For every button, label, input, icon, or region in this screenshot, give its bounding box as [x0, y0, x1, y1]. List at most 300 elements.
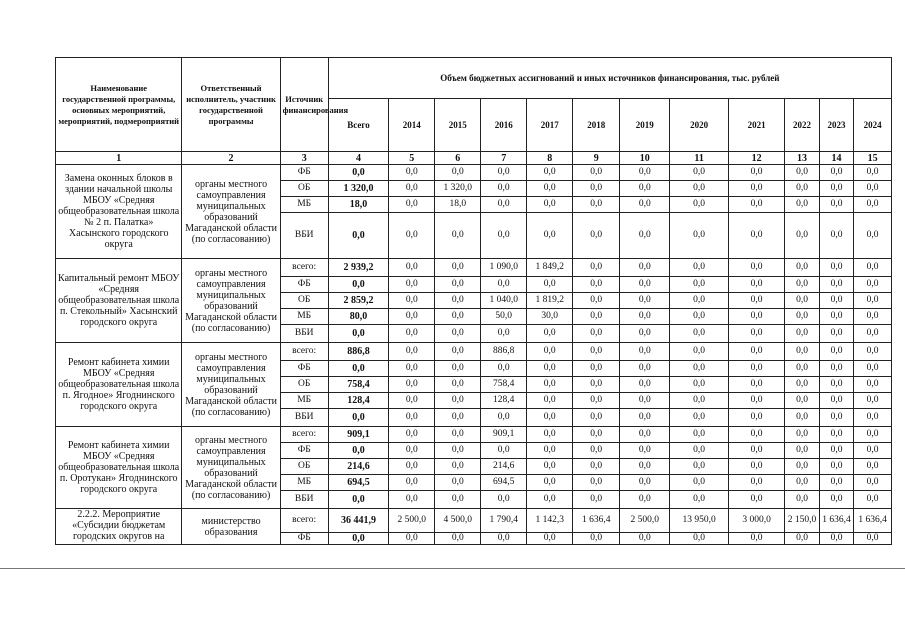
year-value: 0,0	[819, 427, 853, 443]
year-value: 0,0	[819, 393, 853, 409]
funding-source: ФБ	[280, 165, 328, 181]
year-value: 0,0	[620, 459, 670, 475]
executor: органы местного самоуправления муниципальных образований Магаданской области (по согласованию)	[182, 427, 280, 509]
year-value: 0,0	[670, 277, 729, 293]
page-edge-line	[0, 568, 905, 569]
column-number: 10	[620, 152, 670, 165]
year-value: 0,0	[435, 409, 481, 427]
year-value: 0,0	[854, 409, 892, 427]
year-value: 0,0	[854, 377, 892, 393]
year-value: 0,0	[435, 309, 481, 325]
year-value: 0,0	[620, 361, 670, 377]
year-value: 0,0	[527, 343, 573, 361]
year-value: 0,0	[389, 165, 435, 181]
year-value: 13 950,0	[670, 509, 729, 533]
year-value: 0,0	[527, 533, 573, 545]
year-value: 0,0	[785, 259, 819, 277]
year-value: 0,0	[573, 197, 620, 213]
table-row	[56, 509, 892, 533]
column-number: 12	[728, 152, 784, 165]
year-value: 2 500,0	[389, 509, 435, 533]
year-value: 1 636,4	[854, 509, 892, 533]
column-number: 14	[819, 152, 853, 165]
year-value: 0,0	[620, 277, 670, 293]
column-number: 3	[280, 152, 328, 165]
year-value: 0,0	[854, 197, 892, 213]
funding-source: ВБИ	[280, 325, 328, 343]
funding-source: ФБ	[280, 533, 328, 545]
year-value: 0,0	[670, 181, 729, 197]
year-value: 0,0	[728, 393, 784, 409]
year-value: 0,0	[854, 213, 892, 259]
header-year: 2024	[854, 99, 892, 152]
total-value: 214,6	[328, 459, 389, 475]
column-number: 8	[527, 152, 573, 165]
year-value: 0,0	[573, 277, 620, 293]
total-value: 0,0	[328, 213, 389, 259]
year-value: 0,0	[728, 491, 784, 509]
column-number: 1	[56, 152, 182, 165]
total-value: 0,0	[328, 443, 389, 459]
year-value: 0,0	[481, 361, 527, 377]
table-row	[56, 427, 892, 443]
year-value: 0,0	[728, 325, 784, 343]
year-value: 0,0	[854, 443, 892, 459]
total-value: 0,0	[328, 409, 389, 427]
year-value: 0,0	[527, 475, 573, 491]
column-number: 2	[182, 152, 280, 165]
year-value: 0,0	[819, 377, 853, 393]
year-value: 18,0	[435, 197, 481, 213]
funding-source: ФБ	[280, 443, 328, 459]
year-value: 0,0	[670, 197, 729, 213]
year-value: 0,0	[620, 427, 670, 443]
executor: органы местного самоуправления муниципальных образований Магаданской области (по согласованию)	[182, 165, 280, 259]
year-value: 0,0	[819, 259, 853, 277]
total-value: 80,0	[328, 309, 389, 325]
year-value: 0,0	[620, 491, 670, 509]
year-value: 0,0	[620, 325, 670, 343]
year-value: 0,0	[728, 277, 784, 293]
year-value: 0,0	[573, 343, 620, 361]
year-value: 1 320,0	[435, 181, 481, 197]
funding-source: МБ	[280, 393, 328, 409]
year-value: 0,0	[785, 309, 819, 325]
year-value: 0,0	[785, 393, 819, 409]
year-value: 0,0	[670, 491, 729, 509]
year-value: 0,0	[728, 377, 784, 393]
table-row	[56, 343, 892, 361]
total-value: 36 441,9	[328, 509, 389, 533]
year-value: 0,0	[728, 259, 784, 277]
year-value: 0,0	[785, 475, 819, 491]
year-value: 0,0	[854, 181, 892, 197]
year-value: 0,0	[620, 533, 670, 545]
year-value: 0,0	[573, 361, 620, 377]
year-value: 1 636,4	[573, 509, 620, 533]
year-value: 0,0	[389, 277, 435, 293]
year-value: 0,0	[819, 309, 853, 325]
year-value: 0,0	[527, 377, 573, 393]
year-value: 0,0	[435, 377, 481, 393]
year-value: 0,0	[785, 325, 819, 343]
year-value: 0,0	[481, 491, 527, 509]
year-value: 0,0	[481, 443, 527, 459]
year-value: 0,0	[389, 259, 435, 277]
year-value: 0,0	[728, 343, 784, 361]
year-value: 1 790,4	[481, 509, 527, 533]
year-value: 0,0	[819, 343, 853, 361]
year-value: 1 849,2	[527, 259, 573, 277]
total-value: 694,5	[328, 475, 389, 491]
table-row	[56, 165, 892, 181]
year-value: 0,0	[785, 293, 819, 309]
executor: органы местного самоуправления муниципальных образований Магаданской области (по согласованию)	[182, 343, 280, 427]
year-value: 0,0	[389, 377, 435, 393]
column-number: 7	[481, 152, 527, 165]
year-value: 0,0	[573, 459, 620, 475]
year-value: 0,0	[527, 325, 573, 343]
year-value: 0,0	[670, 409, 729, 427]
year-value: 0,0	[435, 325, 481, 343]
total-value: 128,4	[328, 393, 389, 409]
year-value: 909,1	[481, 427, 527, 443]
measure-name: Ремонт кабинета химии МБОУ «Средняя общеобразовательная школа п. Ягодное» Ягоднинского городского округа	[56, 343, 182, 427]
funding-source: ОБ	[280, 181, 328, 197]
year-value: 0,0	[819, 293, 853, 309]
year-value: 0,0	[728, 459, 784, 475]
year-value: 0,0	[728, 181, 784, 197]
year-value: 0,0	[389, 361, 435, 377]
header-year: 2015	[435, 99, 481, 152]
year-value: 0,0	[573, 475, 620, 491]
total-value: 2 859,2	[328, 293, 389, 309]
year-value: 0,0	[670, 377, 729, 393]
year-value: 2 500,0	[620, 509, 670, 533]
year-value: 694,5	[481, 475, 527, 491]
year-value: 0,0	[389, 409, 435, 427]
year-value: 0,0	[435, 213, 481, 259]
year-value: 0,0	[854, 325, 892, 343]
year-value: 0,0	[620, 213, 670, 259]
year-value: 0,0	[481, 213, 527, 259]
total-value: 909,1	[328, 427, 389, 443]
year-value: 0,0	[728, 197, 784, 213]
total-value: 2 939,2	[328, 259, 389, 277]
year-value: 128,4	[481, 393, 527, 409]
year-value: 0,0	[573, 259, 620, 277]
funding-source: МБ	[280, 475, 328, 491]
year-value: 0,0	[481, 181, 527, 197]
year-value: 0,0	[670, 293, 729, 309]
year-value: 0,0	[527, 491, 573, 509]
year-value: 0,0	[785, 443, 819, 459]
year-value: 0,0	[389, 459, 435, 475]
funding-source: МБ	[280, 197, 328, 213]
year-value: 0,0	[670, 393, 729, 409]
year-value: 0,0	[620, 393, 670, 409]
header-total: Всего	[328, 99, 389, 152]
year-value: 0,0	[670, 325, 729, 343]
year-value: 758,4	[481, 377, 527, 393]
funding-source: всего:	[280, 343, 328, 361]
year-value: 0,0	[573, 309, 620, 325]
year-value: 0,0	[573, 409, 620, 427]
year-value: 0,0	[785, 377, 819, 393]
funding-source: ВБИ	[280, 491, 328, 509]
year-value: 0,0	[819, 213, 853, 259]
year-value: 0,0	[620, 377, 670, 393]
year-value: 0,0	[620, 309, 670, 325]
funding-source: ВБИ	[280, 213, 328, 259]
year-value: 0,0	[620, 343, 670, 361]
header-name: Наименование государственной программы, основных мероприятий, мероприятий, подмероприятий	[56, 58, 182, 152]
year-value: 0,0	[389, 443, 435, 459]
year-value: 0,0	[573, 427, 620, 443]
year-value: 0,0	[527, 277, 573, 293]
year-value: 0,0	[728, 475, 784, 491]
total-value: 1 320,0	[328, 181, 389, 197]
year-value: 0,0	[728, 427, 784, 443]
year-value: 0,0	[389, 325, 435, 343]
year-value: 0,0	[854, 459, 892, 475]
year-value: 0,0	[389, 491, 435, 509]
year-value: 0,0	[785, 409, 819, 427]
year-value: 0,0	[620, 293, 670, 309]
year-value: 0,0	[435, 277, 481, 293]
year-value: 0,0	[670, 259, 729, 277]
header-year: 2019	[620, 99, 670, 152]
year-value: 0,0	[670, 213, 729, 259]
year-value: 0,0	[670, 475, 729, 491]
year-value: 0,0	[573, 393, 620, 409]
measure-name: Замена оконных блоков в здании начальной школы МБОУ «Средняя общеобразовательная школа № 2 п. Палатка» Хасынского городского округа	[56, 165, 182, 259]
year-value: 30,0	[527, 309, 573, 325]
year-value: 0,0	[620, 475, 670, 491]
header-year: 2017	[527, 99, 573, 152]
total-value: 0,0	[328, 325, 389, 343]
year-value: 0,0	[819, 181, 853, 197]
year-value: 0,0	[728, 443, 784, 459]
total-value: 18,0	[328, 197, 389, 213]
year-value: 0,0	[785, 213, 819, 259]
total-value: 758,4	[328, 377, 389, 393]
year-value: 0,0	[854, 361, 892, 377]
year-value: 0,0	[785, 343, 819, 361]
year-value: 0,0	[728, 213, 784, 259]
year-value: 0,0	[573, 533, 620, 545]
year-value: 0,0	[670, 309, 729, 325]
header-year: 2016	[481, 99, 527, 152]
year-value: 0,0	[389, 533, 435, 545]
year-value: 0,0	[819, 325, 853, 343]
year-value: 0,0	[573, 293, 620, 309]
year-value: 0,0	[670, 533, 729, 545]
header-year: 2014	[389, 99, 435, 152]
year-value: 0,0	[620, 181, 670, 197]
year-value: 0,0	[435, 293, 481, 309]
column-number: 13	[785, 152, 819, 165]
year-value: 0,0	[481, 165, 527, 181]
year-value: 0,0	[435, 443, 481, 459]
total-value: 0,0	[328, 277, 389, 293]
year-value: 0,0	[670, 343, 729, 361]
year-value: 0,0	[728, 361, 784, 377]
year-value: 0,0	[527, 393, 573, 409]
year-value: 0,0	[527, 459, 573, 475]
year-value: 0,0	[670, 361, 729, 377]
year-value: 0,0	[481, 533, 527, 545]
year-value: 0,0	[435, 491, 481, 509]
measure-name: 2.2.2. Мероприятие «Субсидии бюджетам городских округов на	[56, 509, 182, 545]
year-value: 0,0	[620, 259, 670, 277]
year-value: 0,0	[435, 459, 481, 475]
year-value: 0,0	[819, 491, 853, 509]
year-value: 0,0	[573, 325, 620, 343]
year-value: 0,0	[620, 443, 670, 459]
funding-source: всего:	[280, 427, 328, 443]
year-value: 0,0	[389, 213, 435, 259]
total-value: 0,0	[328, 491, 389, 509]
header-source: Источник финансирования	[280, 58, 328, 152]
column-number: 5	[389, 152, 435, 165]
year-value: 0,0	[785, 533, 819, 545]
year-value: 0,0	[573, 165, 620, 181]
year-value: 0,0	[481, 277, 527, 293]
year-value: 0,0	[854, 277, 892, 293]
year-value: 0,0	[854, 165, 892, 181]
year-value: 0,0	[527, 427, 573, 443]
year-value: 1 636,4	[819, 509, 853, 533]
year-value: 3 000,0	[728, 509, 784, 533]
year-value: 0,0	[785, 181, 819, 197]
year-value: 0,0	[527, 361, 573, 377]
year-value: 1 090,0	[481, 259, 527, 277]
total-value: 0,0	[328, 165, 389, 181]
funding-source: ФБ	[280, 277, 328, 293]
header-year: 2022	[785, 99, 819, 152]
year-value: 0,0	[389, 475, 435, 491]
year-value: 0,0	[819, 459, 853, 475]
year-value: 0,0	[728, 533, 784, 545]
year-value: 0,0	[785, 361, 819, 377]
year-value: 50,0	[481, 309, 527, 325]
year-value: 0,0	[728, 293, 784, 309]
year-value: 0,0	[573, 181, 620, 197]
year-value: 0,0	[819, 361, 853, 377]
year-value: 0,0	[481, 409, 527, 427]
year-value: 0,0	[527, 443, 573, 459]
funding-source: ОБ	[280, 459, 328, 475]
measure-name: Капитальный ремонт МБОУ «Средняя общеобразовательная школа п. Стекольный» Хасынский городского округа	[56, 259, 182, 343]
funding-source: МБ	[280, 309, 328, 325]
header-volume: Объем бюджетных ассигнований и иных источников финансирования, тыс. рублей	[328, 58, 891, 99]
executor: министерство образования	[182, 509, 280, 545]
year-value: 0,0	[785, 459, 819, 475]
year-value: 0,0	[854, 533, 892, 545]
year-value: 0,0	[620, 197, 670, 213]
year-value: 0,0	[819, 409, 853, 427]
year-value: 0,0	[854, 259, 892, 277]
year-value: 0,0	[670, 427, 729, 443]
header-year: 2021	[728, 99, 784, 152]
year-value: 0,0	[785, 165, 819, 181]
year-value: 0,0	[527, 409, 573, 427]
year-value: 0,0	[435, 427, 481, 443]
funding-source: ОБ	[280, 377, 328, 393]
header-year: 2018	[573, 99, 620, 152]
executor: органы местного самоуправления муниципальных образований Магаданской области (по согласованию)	[182, 259, 280, 343]
column-number: 15	[854, 152, 892, 165]
year-value: 0,0	[620, 165, 670, 181]
year-value: 0,0	[819, 475, 853, 491]
funding-source: всего:	[280, 259, 328, 277]
year-value: 0,0	[435, 393, 481, 409]
year-value: 0,0	[728, 165, 784, 181]
year-value: 1 819,2	[527, 293, 573, 309]
year-value: 0,0	[435, 533, 481, 545]
year-value: 0,0	[854, 393, 892, 409]
year-value: 0,0	[854, 475, 892, 491]
column-number: 4	[328, 152, 389, 165]
year-value: 0,0	[819, 533, 853, 545]
year-value: 0,0	[481, 325, 527, 343]
header-year: 2020	[670, 99, 729, 152]
column-number: 6	[435, 152, 481, 165]
year-value: 0,0	[785, 197, 819, 213]
year-value: 0,0	[819, 443, 853, 459]
column-number: 11	[670, 152, 729, 165]
year-value: 0,0	[435, 165, 481, 181]
year-value: 0,0	[389, 293, 435, 309]
year-value: 4 500,0	[435, 509, 481, 533]
year-value: 0,0	[573, 213, 620, 259]
year-value: 0,0	[527, 197, 573, 213]
year-value: 0,0	[785, 277, 819, 293]
year-value: 1 040,0	[481, 293, 527, 309]
year-value: 0,0	[819, 277, 853, 293]
year-value: 0,0	[389, 181, 435, 197]
year-value: 0,0	[389, 197, 435, 213]
year-value: 0,0	[819, 197, 853, 213]
year-value: 0,0	[854, 293, 892, 309]
year-value: 0,0	[389, 309, 435, 325]
year-value: 0,0	[389, 393, 435, 409]
year-value: 0,0	[389, 427, 435, 443]
year-value: 0,0	[728, 409, 784, 427]
year-value: 1 142,3	[527, 509, 573, 533]
year-value: 886,8	[481, 343, 527, 361]
year-value: 0,0	[435, 343, 481, 361]
total-value: 0,0	[328, 361, 389, 377]
column-number: 9	[573, 152, 620, 165]
year-value: 0,0	[527, 213, 573, 259]
year-value: 0,0	[573, 377, 620, 393]
year-value: 0,0	[670, 165, 729, 181]
total-value: 0,0	[328, 533, 389, 545]
funding-source: всего:	[280, 509, 328, 533]
measure-name: Ремонт кабинета химии МБОУ «Средняя общеобразовательная школа п. Оротукан» Ягоднинского городского округа	[56, 427, 182, 509]
year-value: 0,0	[670, 459, 729, 475]
year-value: 2 150,0	[785, 509, 819, 533]
year-value: 0,0	[854, 491, 892, 509]
year-value: 0,0	[785, 427, 819, 443]
year-value: 0,0	[435, 475, 481, 491]
year-value: 0,0	[435, 361, 481, 377]
year-value: 0,0	[573, 491, 620, 509]
year-value: 0,0	[854, 309, 892, 325]
year-value: 214,6	[481, 459, 527, 475]
